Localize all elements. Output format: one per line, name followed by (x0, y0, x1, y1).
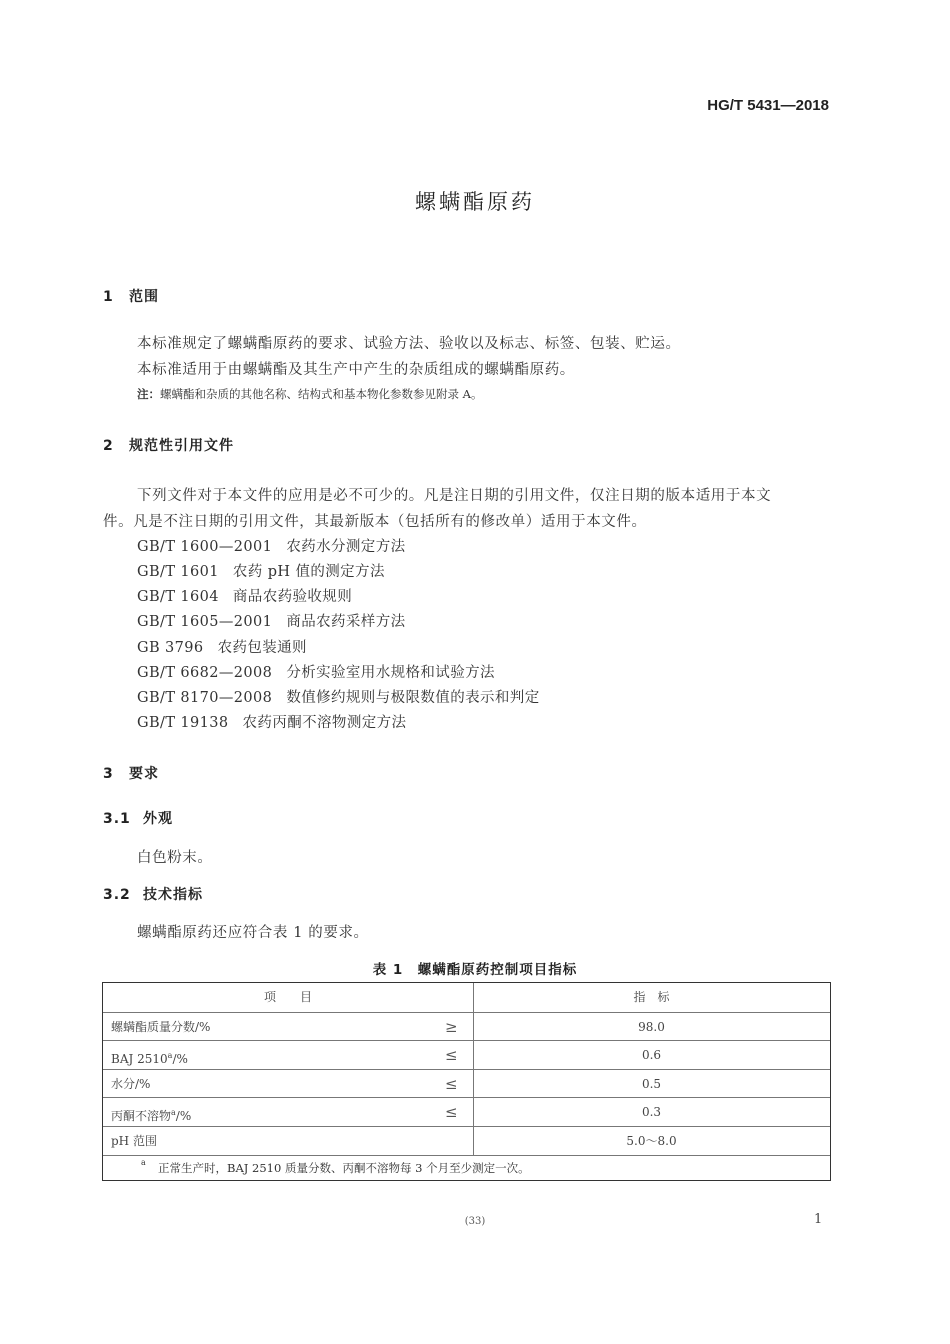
reference-code: GB 3796 (137, 640, 204, 656)
footnote-ref: a (167, 1051, 173, 1060)
reference-title: 农药包装通则 (217, 640, 307, 656)
paragraph: 螺螨酯原药还应符合表 1 的要求。 (137, 925, 369, 941)
table-header-row (103, 983, 830, 1012)
reference-item (137, 636, 307, 657)
footnote-ref: a (171, 1108, 176, 1117)
footnote-text: 正常生产时，BAJ 2510 质量分数、丙酮不溶物每 3 个月至少测定一次。 (158, 1161, 530, 1175)
section-2-heading (103, 435, 234, 455)
comparator: ≥ (445, 1018, 458, 1036)
reference-code: GB/T 1601 (137, 564, 219, 580)
header-index: 指 标 (633, 990, 670, 1004)
paragraph: 白色粉末。 (137, 850, 213, 866)
item-text: 水分/% (111, 1077, 151, 1091)
row-item (111, 1127, 157, 1156)
reference-item (137, 560, 385, 581)
document-title: 螺螨酯原药 (415, 190, 535, 214)
row-item (111, 1013, 210, 1041)
reference-title: 数值修约规则与极限数值的表示和判定 (286, 690, 540, 706)
reference-code: GB/T 8170—2008 (137, 690, 273, 706)
reference-item (137, 661, 495, 682)
section-1-heading (103, 286, 159, 306)
subsection-title: 技术指标 (143, 887, 203, 903)
reference-title: 商品农药采样方法 (286, 614, 406, 630)
item-unit: /% (175, 1109, 192, 1123)
footnote-mark: a (141, 1158, 146, 1167)
row-value: 98.0 (638, 1020, 665, 1034)
reference-code: GB/T 1605—2001 (137, 614, 273, 630)
note (137, 386, 482, 402)
table-row (103, 1069, 830, 1097)
reference-code: GB/T 1600—2001 (137, 539, 273, 555)
standard-number: HG/T 5431—2018 (707, 97, 829, 114)
item-text: BAJ 2510 (111, 1052, 168, 1066)
row-value: 5.0～8.0 (626, 1134, 677, 1148)
comparator: ≤ (445, 1046, 458, 1064)
paragraph: 件。凡是不注日期的引用文件，其最新版本（包括所有的修改单）适用于本文件。 (103, 514, 647, 530)
section-number: 3 (103, 766, 114, 782)
section-number: 1 (103, 289, 114, 305)
reference-title: 分析实验室用水规格和试验方法 (286, 665, 495, 681)
header-item: 项 目 (263, 990, 312, 1004)
paragraph: 本标准适用于由螺螨酯及其生产中产生的杂质组成的螺螨酯原药。 (137, 362, 575, 378)
paragraph: 本标准规定了螺螨酯原药的要求、试验方法、验收以及标志、标签、包装、贮运。 (137, 336, 681, 352)
reference-code: GB/T 19138 (137, 715, 229, 731)
subsection-3-2-heading (103, 884, 203, 904)
reference-title: 农药水分测定方法 (286, 539, 406, 555)
item-text: 丙酮不溶物 (111, 1109, 172, 1123)
reference-title: 农药 pH 值的测定方法 (232, 564, 385, 580)
row-value: 0.3 (641, 1105, 662, 1119)
row-value: 0.6 (641, 1048, 662, 1062)
table-caption: 表 1 螺螨酯原药控制项目指标 (372, 962, 578, 978)
subsection-3-1-heading (103, 808, 173, 828)
reference-item (137, 585, 352, 606)
section-title: 规范性引用文件 (129, 438, 234, 454)
spec-table (102, 982, 831, 1181)
section-title: 范围 (129, 289, 159, 305)
reference-item (137, 610, 406, 631)
section-3-heading (103, 763, 159, 783)
note-text: 螺螨酯和杂质的其他名称、结构式和基本物化参数参见附录 A。 (160, 387, 483, 401)
item-text: pH 范围 (111, 1134, 157, 1148)
comparator: ≤ (445, 1075, 458, 1093)
reference-title: 农药丙酮不溶物测定方法 (242, 715, 407, 731)
note-label: 注： (137, 387, 160, 401)
reference-item (137, 711, 406, 732)
table-footnote (103, 1155, 830, 1181)
row-value: 0.5 (641, 1077, 662, 1091)
page-center-number: (33) (464, 1216, 486, 1227)
section-number: 2 (103, 438, 114, 454)
reference-title: 商品农药验收规则 (232, 589, 353, 605)
reference-code: GB/T 1604 (137, 589, 219, 605)
subsection-number: 3.1 (103, 811, 131, 827)
table-row (103, 1040, 830, 1069)
subsection-title: 外观 (143, 811, 173, 827)
reference-code: GB/T 6682—2008 (137, 665, 273, 681)
table-row (103, 1012, 830, 1040)
table-row (103, 1097, 830, 1126)
subsection-number: 3.2 (103, 887, 131, 903)
reference-item (137, 686, 540, 707)
comparator: ≤ (445, 1103, 458, 1121)
reference-item (137, 535, 406, 556)
paragraph: 下列文件对于本文件的应用是必不可少的。凡是注日期的引用文件，仅注日期的版本适用于本文 (137, 488, 772, 504)
table-row (103, 1126, 830, 1155)
page-number: 1 (814, 1212, 823, 1227)
item-text: 螺螨酯质量分数/% (111, 1020, 211, 1034)
row-item (111, 1070, 150, 1098)
item-unit: /% (172, 1052, 188, 1066)
section-title: 要求 (129, 766, 159, 782)
